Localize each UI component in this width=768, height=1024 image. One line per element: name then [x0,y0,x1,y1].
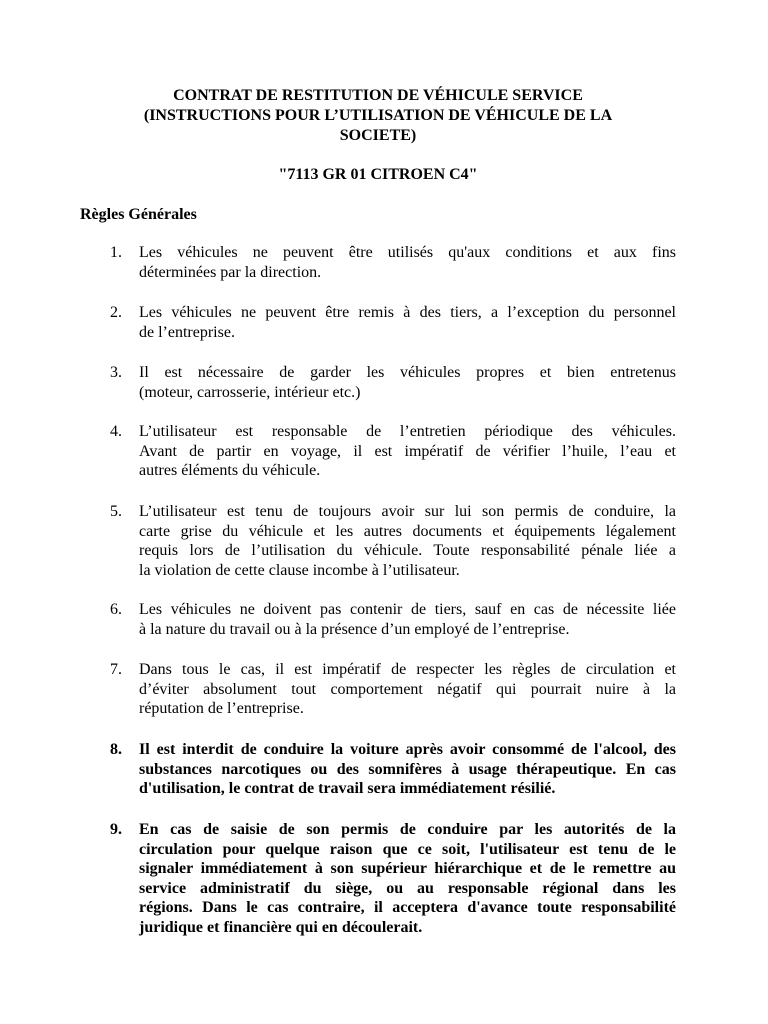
rule-number: 4. [110,423,122,440]
rule-line: la violation de cette clause incombe à l’utilisateur. [139,561,460,579]
rule-line: de l’entreprise. [139,323,235,341]
rule-line: régions. Dans le cas contraire, il acceptera d'avance toute responsabilité [139,899,676,916]
rule-text [139,363,676,402]
rule-line: Les véhicules ne doivent pas contenir de tiers, sauf en cas de nécessite liée [139,601,676,618]
rule-number: 1. [110,244,122,261]
rule-line: réputation de l’entreprise. [139,700,304,717]
rule-item [110,243,676,282]
rule-item [110,820,676,937]
rule-line: déterminées par la direction. [139,263,322,281]
rule-line: juridique et financière qui en découlerait. [139,918,423,936]
rule-line: Dans tous le cas, il est impératif de respecter les règles de circulation et [139,661,676,678]
rule-number: 6. [110,601,122,618]
rule-text [139,740,676,799]
vehicle-reference: "7113 GR 01 CITROEN C4" [278,166,478,183]
rule-item [110,740,676,799]
rule-line: Les véhicules ne peuvent être remis à des tiers, a l’exception du personnel [139,304,676,321]
rule-line: circulation pour quelque raison que ce soit, l'utilisateur est tenu de le [139,840,676,858]
rule-item [110,502,676,580]
rule-text [139,600,676,639]
rule-line: Avant de partir en voyage, il est impératif de vérifier l’huile, l’eau et [139,442,676,460]
rule-line: Il est nécessaire de garder les véhicules propres et bien entretenus [139,364,676,381]
title-line: (INSTRUCTIONS POUR L’UTILISATION DE VÉHICULE DE LA [143,107,613,124]
rule-line: d'utilisation, le contrat de travail sera immédiatement résilié. [139,780,556,797]
rule-text [139,502,676,580]
rule-text [139,660,676,719]
section-heading: Règles Générales [80,206,197,223]
rule-line: service administratif du siège, ou au responsable régional dans les [139,879,676,897]
title-line: SOCIETE) [339,127,417,144]
rule-line: signaler immédiatement à son supérieur hiérarchique et de le remettre au [139,860,676,877]
rule-line: requis lors de l’utilisation du véhicule. Toute responsabilité pénale liée a [139,542,676,559]
rule-item [110,363,676,402]
rule-line: (moteur, carrosserie, intérieur etc.) [139,383,361,401]
rule-number: 8. [110,741,122,758]
rule-item [110,422,676,481]
rule-number: 2. [110,304,122,321]
rule-item [110,600,676,639]
rule-line: d’éviter absolument tout comportement négatif qui pourrait nuire à la [139,680,676,698]
rule-text [139,243,676,282]
rule-line: L’utilisateur est responsable de l’entretien périodique des véhicules. [139,423,676,440]
rule-text [139,303,676,342]
rule-line: à la nature du travail ou à la présence d’un employé de l’entreprise. [139,620,570,638]
rule-line: carte grise du véhicule et les autres documents et équipements légalement [139,522,676,540]
rule-item [110,303,676,342]
rule-line: autres éléments du véhicule. [139,462,321,479]
title-line: CONTRAT DE RESTITUTION DE VÉHICULE SERVICE [173,87,583,104]
rule-line: substances narcotiques ou des somnifères à usage thérapeutique. En cas [139,760,676,778]
rule-line: Les véhicules ne peuvent être utilisés qu'aux conditions et aux fins [139,244,676,261]
rule-number: 9. [110,821,122,838]
rule-number: 7. [110,661,122,678]
rule-item [110,660,676,719]
rule-number: 5. [110,503,122,520]
rule-number: 3. [110,364,122,381]
rule-text [139,820,676,937]
rule-line: En cas de saisie de son permis de conduire par les autorités de la [139,821,676,838]
rule-line: Il est interdit de conduire la voiture après avoir consommé de l'alcool, des [139,741,676,758]
document-title [80,86,676,146]
rule-line: L’utilisateur est tenu de toujours avoir sur lui son permis de conduire, la [139,503,676,520]
rule-text [139,422,676,481]
